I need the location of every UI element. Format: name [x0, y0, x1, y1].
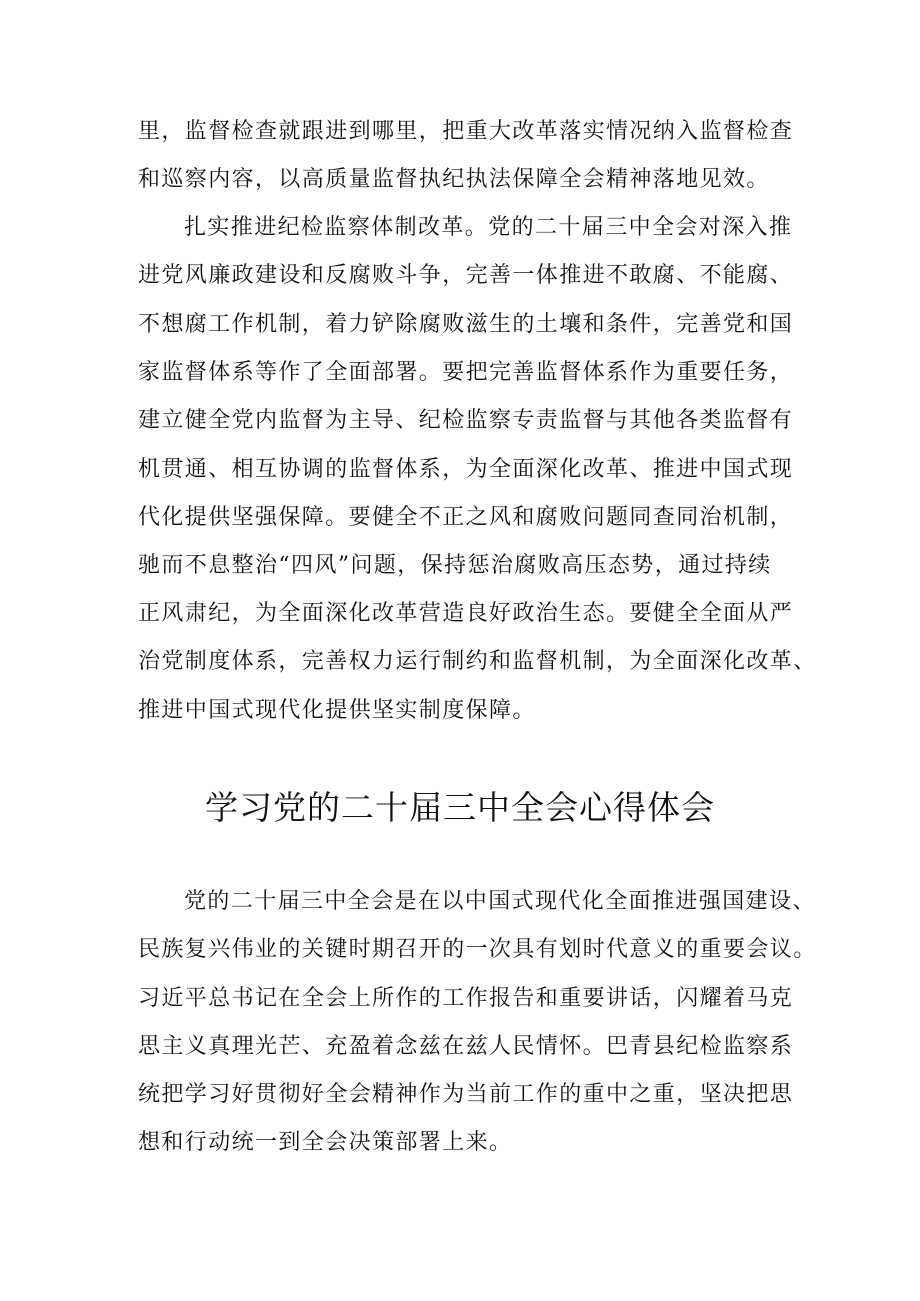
paragraph-line	[0, 647, 920, 677]
paragraph-line	[0, 406, 920, 436]
paragraph-line	[0, 455, 920, 485]
line-text: 党的二十届三中全会是在以中国式现代化全面推进强国建设、	[184, 889, 816, 914]
line-text: 扎实推进纪检监察体制改革。党的二十届三中全会对深入推	[184, 215, 793, 240]
line-text: 建立健全党内监督为主导、纪检监察专责监督与其他各类监督有	[138, 408, 794, 433]
paragraph-line	[0, 984, 920, 1014]
line-text: 推进中国式现代化提供坚实制度保障。	[138, 698, 536, 723]
paragraph-line	[0, 696, 920, 726]
paragraph-line	[0, 261, 920, 291]
paragraph-line	[0, 310, 920, 340]
paragraph-first-line	[0, 213, 920, 243]
paragraph-line	[0, 117, 920, 147]
line-text: 不想腐工作机制，着力铲除腐败滋生的土壤和条件，完善党和国	[138, 312, 794, 337]
paragraph-line	[0, 358, 920, 388]
line-text: 统把学习好贯彻好全会精神作为当前工作的重中之重，坚决把思	[138, 1082, 794, 1107]
line-text: 驰而不息整治“四风”问题，保持惩治腐败高压态势，通过持续	[138, 553, 772, 578]
line-text: 机贯通、相互协调的监督体系，为全面深化改革、推进中国式现	[138, 457, 794, 482]
paragraph-line	[0, 1128, 920, 1158]
line-text: 里，监督检查就跟进到哪里，把重大改革落实情况纳入监督检查	[138, 119, 794, 144]
article-title: 学习党的二十届三中全会心得体会	[205, 788, 715, 827]
line-text: 家监督体系等作了全面部署。要把完善监督体系作为重要任务，	[138, 360, 794, 385]
line-text: 治党制度体系，完善权力运行制约和监督机制，为全面深化改革、	[138, 649, 817, 674]
paragraph-line	[0, 935, 920, 965]
paragraph-line	[0, 551, 920, 581]
line-text: 代化提供坚强保障。要健全不正之风和腐败问题同查同治机制，	[138, 505, 794, 530]
line-text: 正风肃纪，为全面深化改革营造良好政治生态。要健全全面从严	[138, 601, 794, 626]
line-text: 民族复兴伟业的关键时期召开的一次具有划时代意义的重要会议。	[138, 937, 817, 962]
paragraph-line	[0, 1080, 920, 1110]
line-text: 习近平总书记在全会上所作的工作报告和重要讲话，闪耀着马克	[138, 986, 794, 1011]
line-text: 和巡察内容，以高质量监督执纪执法保障全会精神落地见效。	[138, 167, 770, 192]
paragraph-line	[0, 1032, 920, 1062]
line-text: 想和行动统一到全会决策部署上来。	[138, 1130, 513, 1155]
line-text: 进党风廉政建设和反腐败斗争，完善一体推进不敢腐、不能腐、	[138, 263, 794, 288]
line-text: 思主义真理光芒、充盈着念兹在兹人民情怀。巴青县纪检监察系	[138, 1034, 794, 1059]
paragraph-line	[0, 165, 920, 195]
paragraph-first-line	[0, 887, 920, 917]
paragraph-line	[0, 503, 920, 533]
paragraph-line	[0, 599, 920, 629]
